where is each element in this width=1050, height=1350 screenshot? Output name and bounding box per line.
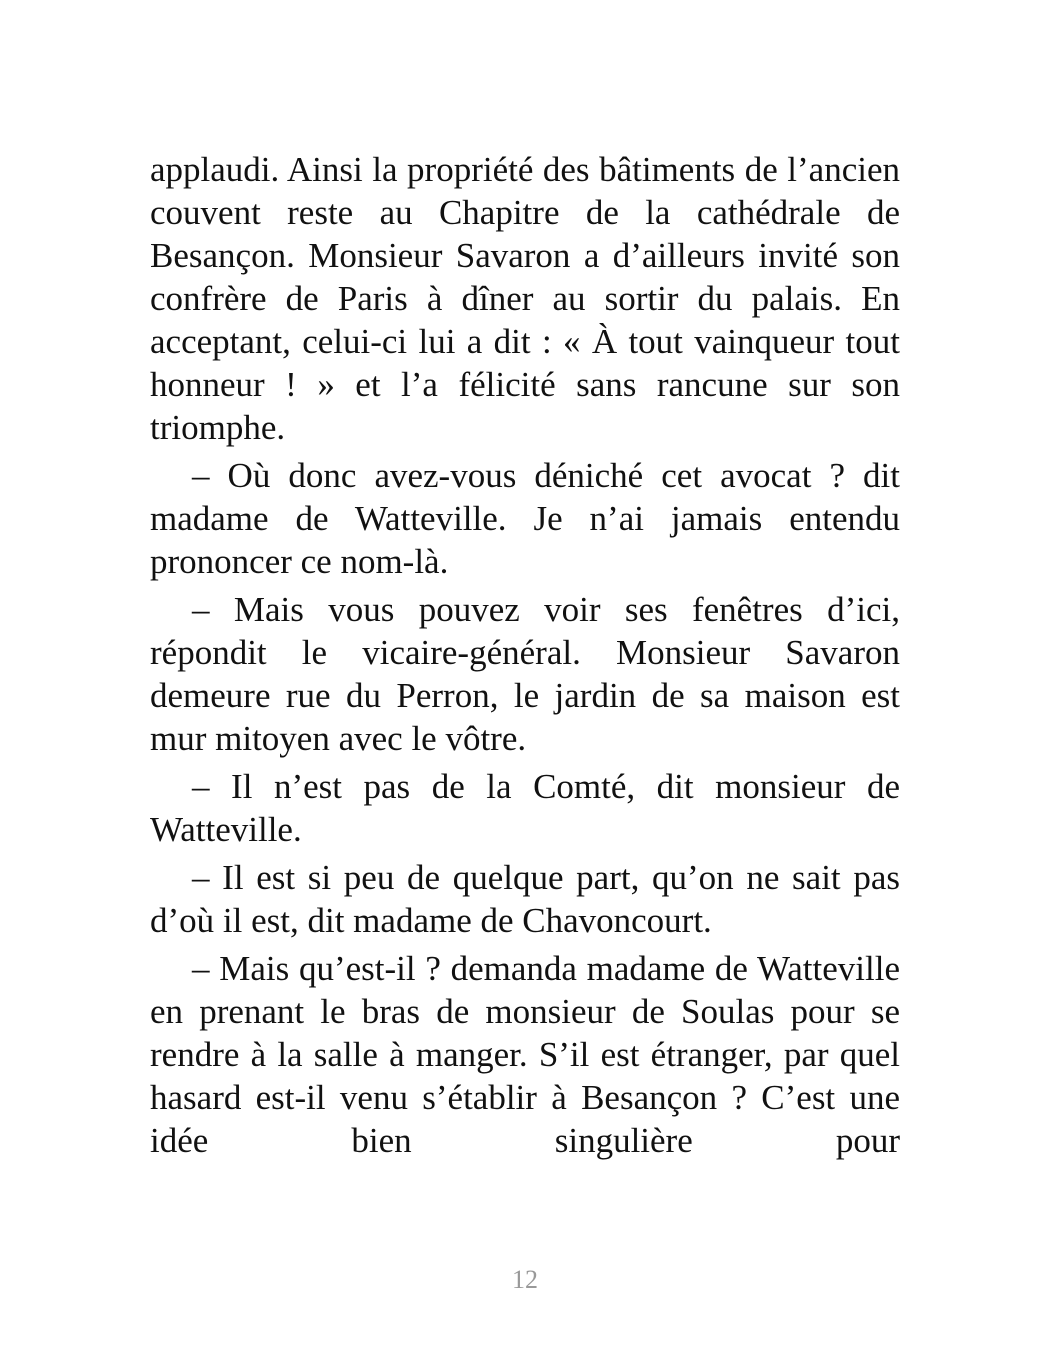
body-text	[150, 148, 900, 1167]
page-number: 12	[512, 1265, 538, 1294]
paragraph: – Il est si peu de quelque part, qu’on ne sait pas d’où il est, dit madame de Chavoncourt.	[150, 858, 900, 940]
paragraph: – Il n’est pas de la Comté, dit monsieur de Watteville.	[150, 767, 900, 849]
paragraph: – Où donc avez-vous déniché cet avocat ? dit madame de Watteville. Je n’ai jamais entendu prononcer ce nom-là.	[150, 456, 900, 581]
paragraph: applaudi. Ainsi la propriété des bâtiments de l’ancien couvent reste au Chapitre de la cathédrale de Besançon. Monsieur Savaron a d’ailleurs invité son confrère de Paris à dîner au sortir du palais. En acceptant, celui-ci lui a dit : « À tout vainqueur tout honneur ! » et l’a félicité sans rancune sur son triomphe.	[150, 150, 900, 447]
paragraph: – Mais vous pouvez voir ses fenêtres d’ici, répondit le vicaire-général. Monsieur Savaron demeure rue du Perron, le jardin de sa maison est mur mitoyen avec le vôtre.	[150, 590, 900, 758]
paragraph: – Mais qu’est-il ? demanda madame de Watteville en prenant le bras de monsieur de Soulas pour se rendre à la salle à manger. S’il est étranger, par quel hasard est-il venu s’établir à Besançon ? C’est une idée bien singulière pour	[150, 949, 900, 1160]
